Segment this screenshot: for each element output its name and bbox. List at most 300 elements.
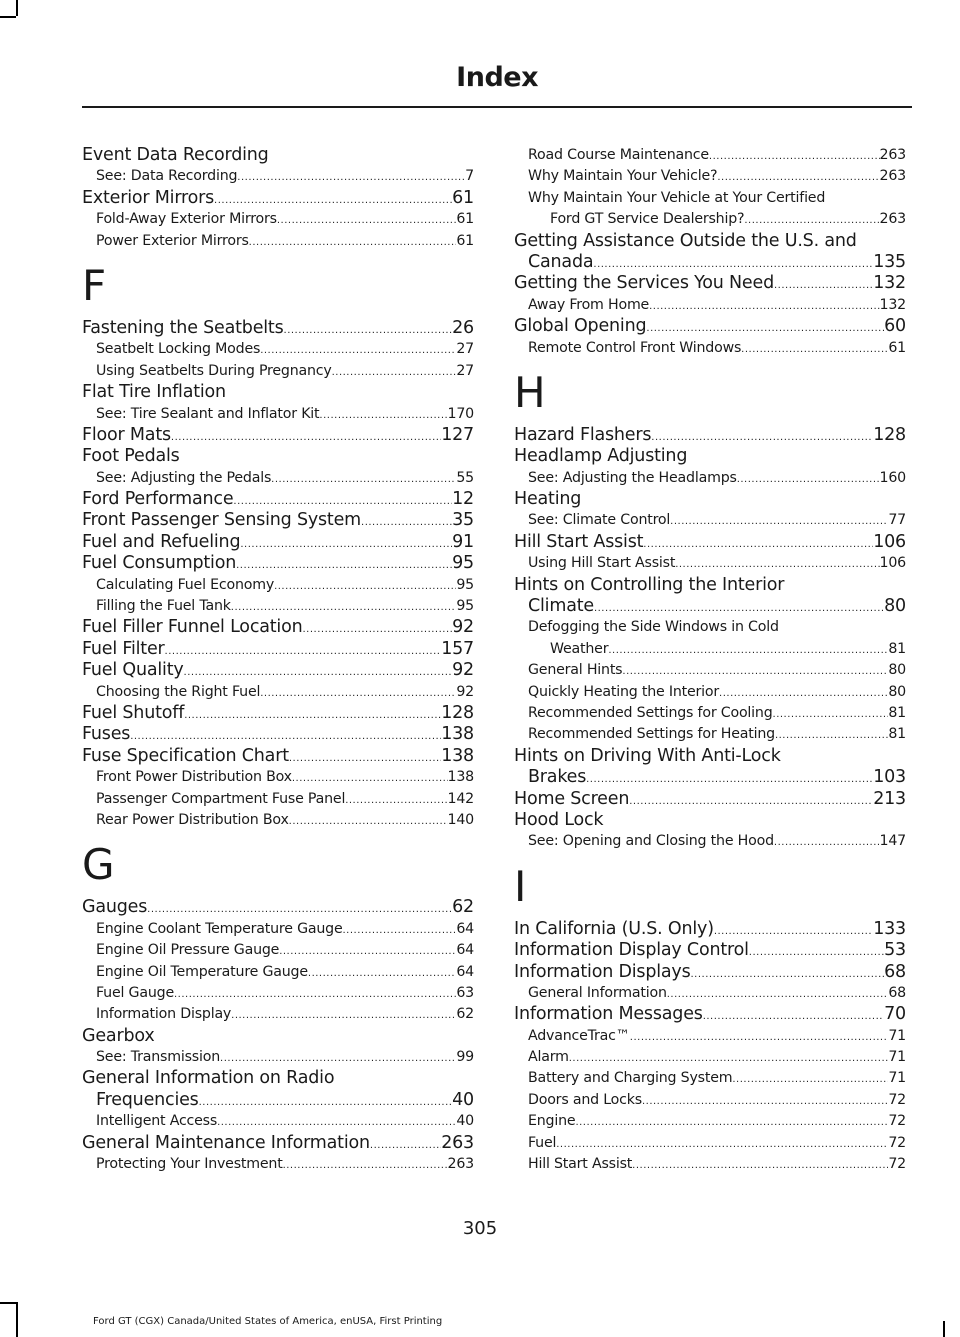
index-entry xyxy=(514,682,906,703)
index-entry xyxy=(82,532,474,553)
index-entry xyxy=(514,1068,906,1089)
entry-page: 53 xyxy=(884,940,906,961)
entry-label: Hill Start Assist xyxy=(514,531,644,552)
index-entry xyxy=(82,1133,474,1154)
entry-page: 71 xyxy=(888,1070,906,1087)
entry-page: 61 xyxy=(456,211,474,228)
entry-label: Choosing the Right Fuel xyxy=(96,683,261,700)
index-entry xyxy=(82,575,474,596)
footer-note: Ford GT (CGX) Canada/United States of America, enUSA, First Printing xyxy=(93,1316,443,1327)
dot-leader xyxy=(319,405,447,426)
dot-leader xyxy=(608,640,888,661)
entry-page: 106 xyxy=(873,531,906,552)
section-letter: I xyxy=(514,861,527,911)
header-rule xyxy=(82,106,912,108)
entry-page: 138 xyxy=(441,745,474,766)
entry-label: Foot Pedals xyxy=(82,446,180,467)
entry-label: Road Course Maintenance xyxy=(528,147,709,163)
index-entry-line: Hints on Driving With Anti-Lock xyxy=(514,745,781,766)
entry-page: 128 xyxy=(441,702,474,723)
index-entry xyxy=(82,596,474,617)
dot-leader xyxy=(249,232,457,253)
index-entry xyxy=(514,489,906,510)
dot-leader xyxy=(717,167,879,188)
dot-leader xyxy=(646,318,884,339)
entry-page: 128 xyxy=(873,424,906,445)
entry-label: Away From Home xyxy=(528,296,650,313)
entry-page: 61 xyxy=(452,187,474,208)
dot-leader xyxy=(289,748,441,769)
index-entry xyxy=(514,468,906,489)
index-entry xyxy=(82,1004,474,1025)
entry-label: Fuel Gauge xyxy=(96,984,174,1001)
index-entry xyxy=(82,382,474,403)
entry-page: 12 xyxy=(452,489,474,510)
dot-leader xyxy=(271,469,456,490)
entry-label: General Maintenance Information xyxy=(82,1132,370,1153)
index-entry xyxy=(82,639,474,660)
crop-mark-top-left-horizontal xyxy=(0,16,16,18)
page-number: 305 xyxy=(462,1218,498,1239)
index-entry xyxy=(514,789,906,810)
index-entry xyxy=(82,703,474,724)
entry-page: 35 xyxy=(452,510,474,531)
dot-leader xyxy=(642,1091,888,1112)
entry-page: 81 xyxy=(888,726,906,743)
dot-leader xyxy=(649,296,879,317)
index-entry xyxy=(82,767,474,788)
index-entry xyxy=(514,510,906,531)
entry-page: 68 xyxy=(884,961,906,982)
dot-leader xyxy=(214,190,452,211)
dot-leader xyxy=(332,362,457,383)
index-entry xyxy=(82,468,474,489)
entry-label: Filling the Fuel Tank xyxy=(96,598,231,615)
entry-label: See: Opening and Closing the Hood xyxy=(528,833,774,850)
entry-label: Ford GT Service Dealership? xyxy=(550,211,745,228)
entry-page: 263 xyxy=(879,168,906,185)
entry-page: 81 xyxy=(888,704,906,721)
entry-label: Information Display xyxy=(96,1006,232,1023)
entry-page: 92 xyxy=(456,683,474,700)
entry-page: 70 xyxy=(884,1004,906,1025)
entry-label: Using Hill Start Assist xyxy=(528,555,676,572)
entry-page: 60 xyxy=(884,316,906,337)
entry-label: Heating xyxy=(514,489,582,510)
index-entry xyxy=(82,188,474,209)
index-entry-line: Hints on Controlling the Interior xyxy=(514,574,785,595)
dot-leader xyxy=(629,791,873,812)
dot-leader xyxy=(174,984,456,1005)
entry-page: 263 xyxy=(447,1156,474,1173)
index-subentry-line: Why Maintain Your Vehicle at Your Certified xyxy=(528,189,826,206)
entry-label: Using Seatbelts During Pregnancy xyxy=(96,362,332,379)
entry-label: Fold-Away Exterior Mirrors xyxy=(96,211,277,228)
entry-page: 135 xyxy=(873,251,906,272)
index-entry xyxy=(82,145,474,166)
dot-leader xyxy=(171,427,441,448)
index-column-left xyxy=(82,145,474,1175)
dot-leader xyxy=(289,811,448,832)
crop-mark-bottom-left-horizontal xyxy=(0,1302,16,1304)
dot-leader xyxy=(586,769,873,790)
entry-page: 62 xyxy=(452,897,474,918)
index-entry xyxy=(82,231,474,252)
dot-leader xyxy=(370,1135,441,1156)
entry-label: Flat Tire Inflation xyxy=(82,382,226,403)
index-entry xyxy=(514,810,906,831)
index-entry xyxy=(82,1154,474,1175)
dot-leader xyxy=(343,920,457,941)
index-entry xyxy=(82,1026,474,1047)
dot-leader xyxy=(303,619,453,640)
index-entry xyxy=(82,660,474,681)
dot-leader xyxy=(719,683,888,704)
index-entry xyxy=(82,510,474,531)
index-entry xyxy=(514,1004,906,1025)
dot-leader xyxy=(749,942,884,963)
entry-page: 133 xyxy=(873,918,906,939)
index-entry xyxy=(514,983,906,1004)
entry-page: 138 xyxy=(447,769,474,786)
index-entry xyxy=(514,1090,906,1111)
entry-label: Calculating Fuel Economy xyxy=(96,576,275,593)
entry-page: 92 xyxy=(452,660,474,681)
index-entry xyxy=(82,209,474,230)
index-entry xyxy=(82,553,474,574)
dot-leader xyxy=(165,641,442,662)
entry-page: 64 xyxy=(456,963,474,980)
index-entry xyxy=(514,1133,906,1154)
index-entry xyxy=(82,897,474,918)
crop-mark-top-left-vertical xyxy=(16,0,18,16)
index-entry xyxy=(82,1047,474,1068)
dot-leader xyxy=(147,899,452,920)
entry-label: Hazard Flashers xyxy=(514,424,652,445)
entry-label: Protecting Your Investment xyxy=(96,1156,283,1173)
entry-label: Doors and Locks xyxy=(528,1091,642,1108)
entry-page: 27 xyxy=(456,341,474,358)
entry-label: Information Display Control xyxy=(514,940,749,961)
entry-page: 61 xyxy=(456,232,474,249)
index-entry xyxy=(514,962,906,983)
entry-page: 26 xyxy=(452,317,474,338)
index-entry xyxy=(514,295,906,316)
index-subentry-line: Defogging the Side Windows in Cold xyxy=(528,619,779,636)
entry-label: Ford Performance xyxy=(82,489,234,510)
dot-leader xyxy=(741,339,888,360)
entry-page: 81 xyxy=(888,640,906,657)
entry-label: Fuel and Refueling xyxy=(82,531,241,552)
entry-page: 160 xyxy=(879,469,906,486)
entry-page: 64 xyxy=(456,920,474,937)
dot-leader xyxy=(774,832,880,853)
index-entry xyxy=(514,596,906,617)
entry-page: 62 xyxy=(456,1006,474,1023)
dot-leader xyxy=(630,1027,889,1048)
entry-label: Gearbox xyxy=(82,1025,155,1046)
entry-label: Information Displays xyxy=(514,961,691,982)
entry-page: 127 xyxy=(441,424,474,445)
index-entry xyxy=(82,810,474,831)
index-entry xyxy=(514,767,906,788)
entry-label: AdvanceTrac™ xyxy=(528,1027,630,1044)
entry-label: General Hints xyxy=(528,662,623,679)
index-entry xyxy=(514,1047,906,1068)
entry-page: 91 xyxy=(452,531,474,552)
index-entry-line: Getting Assistance Outside the U.S. and xyxy=(514,230,857,251)
index-entry xyxy=(514,940,906,961)
index-entry xyxy=(82,489,474,510)
entry-label: Fuses xyxy=(82,724,131,745)
page-title: Index xyxy=(456,62,538,93)
dot-leader xyxy=(575,1112,888,1133)
entry-page: 40 xyxy=(456,1113,474,1130)
dot-leader xyxy=(703,1006,884,1027)
index-entry-line: General Information on Radio xyxy=(82,1068,335,1089)
entry-label: Fuel Shutoff xyxy=(82,702,185,723)
entry-page: 263 xyxy=(441,1132,474,1153)
index-entry xyxy=(514,919,906,940)
dot-leader xyxy=(732,1069,888,1090)
index-entry xyxy=(82,983,474,1004)
dot-leader xyxy=(361,512,452,533)
index-entry xyxy=(514,1111,906,1132)
index-entry xyxy=(82,1090,474,1111)
entry-label: Why Maintain Your Vehicle? xyxy=(528,168,718,185)
entry-label: Recommended Settings for Cooling xyxy=(528,704,773,721)
index-entry xyxy=(514,1154,906,1175)
dot-leader xyxy=(184,705,441,726)
entry-label: In California (U.S. Only) xyxy=(514,918,714,939)
entry-page: 71 xyxy=(888,1049,906,1066)
index-entry xyxy=(514,145,906,166)
dot-leader xyxy=(714,921,873,942)
entry-label: Headlamp Adjusting xyxy=(514,446,688,467)
entry-page: 27 xyxy=(456,362,474,379)
index-entry xyxy=(82,724,474,745)
dot-leader xyxy=(667,984,889,1005)
index-entry xyxy=(514,532,906,553)
entry-page: 170 xyxy=(447,405,474,422)
index-entry xyxy=(514,724,906,745)
section-letter: H xyxy=(514,367,546,417)
index-entry xyxy=(514,252,906,273)
index-entry xyxy=(82,617,474,638)
dot-leader xyxy=(709,146,880,167)
entry-page: 72 xyxy=(888,1113,906,1130)
dot-leader xyxy=(691,964,885,985)
entry-label: Fastening the Seatbelts xyxy=(82,317,284,338)
index-entry xyxy=(82,318,474,339)
entry-label: See: Transmission xyxy=(96,1049,221,1066)
dot-leader xyxy=(569,1048,889,1069)
entry-label: Seatbelt Locking Modes xyxy=(96,341,261,358)
index-entry xyxy=(514,831,906,852)
entry-label: Quickly Heating the Interior xyxy=(528,683,720,700)
entry-page: 103 xyxy=(873,767,906,788)
index-entry xyxy=(82,746,474,767)
index-entry xyxy=(82,425,474,446)
entry-label: Exterior Mirrors xyxy=(82,187,215,208)
dot-leader xyxy=(345,790,447,811)
dot-leader xyxy=(199,1092,453,1113)
dot-leader xyxy=(556,1134,888,1155)
index-entry xyxy=(82,1111,474,1132)
index-entry xyxy=(514,446,906,467)
dot-leader xyxy=(279,941,456,962)
entry-page: 138 xyxy=(441,724,474,745)
entry-label: Alarm xyxy=(528,1049,569,1066)
entry-page: 40 xyxy=(452,1089,474,1110)
entry-label: Power Exterior Mirrors xyxy=(96,232,249,249)
dot-leader xyxy=(231,1005,456,1026)
entry-page: 95 xyxy=(452,553,474,574)
dot-leader xyxy=(233,491,452,512)
entry-label: Recommended Settings for Heating xyxy=(528,726,775,743)
dot-leader xyxy=(737,469,880,490)
entry-label: Information Messages xyxy=(514,1004,703,1025)
entry-page: 99 xyxy=(456,1049,474,1066)
entry-label: Canada xyxy=(528,251,594,272)
dot-leader xyxy=(651,427,873,448)
entry-label: See: Data Recording xyxy=(96,168,238,185)
entry-page: 63 xyxy=(456,984,474,1001)
dot-leader xyxy=(277,210,456,231)
entry-page: 95 xyxy=(456,576,474,593)
entry-page: 140 xyxy=(447,811,474,828)
index-entry xyxy=(514,660,906,681)
entry-page: 80 xyxy=(888,662,906,679)
entry-page: 77 xyxy=(888,512,906,529)
entry-page: 106 xyxy=(879,555,906,572)
entry-label: Front Power Distribution Box xyxy=(96,769,292,786)
entry-label: Brakes xyxy=(528,767,587,788)
dot-leader xyxy=(774,275,873,296)
dot-leader xyxy=(217,1112,456,1133)
entry-page: 263 xyxy=(879,211,906,228)
entry-label: Global Opening xyxy=(514,316,647,337)
dot-leader xyxy=(632,1155,888,1176)
dot-leader xyxy=(231,597,457,618)
entry-page: 147 xyxy=(879,833,906,850)
index-entry xyxy=(514,553,906,574)
dot-leader xyxy=(283,1155,448,1176)
entry-page: 92 xyxy=(452,617,474,638)
entry-label: Passenger Compartment Fuse Panel xyxy=(96,790,346,807)
entry-label: Engine xyxy=(528,1113,576,1130)
entry-label: General Information xyxy=(528,984,667,1001)
entry-page: 95 xyxy=(456,598,474,615)
index-entry xyxy=(82,446,474,467)
dot-leader xyxy=(284,320,453,341)
entry-page: 61 xyxy=(888,339,906,356)
index-entry xyxy=(82,962,474,983)
dot-leader xyxy=(670,511,888,532)
dot-leader xyxy=(308,963,456,984)
entry-label: Floor Mats xyxy=(82,424,171,445)
dot-leader xyxy=(594,598,884,619)
dot-leader xyxy=(593,254,873,275)
entry-label: Event Data Recording xyxy=(82,145,269,165)
index-entry xyxy=(514,703,906,724)
entry-label: Hood Lock xyxy=(514,809,604,830)
dot-leader xyxy=(643,534,873,555)
entry-page: 64 xyxy=(456,942,474,959)
entry-label: Hill Start Assist xyxy=(528,1156,633,1173)
entry-page: 263 xyxy=(879,147,906,163)
entry-page: 55 xyxy=(456,469,474,486)
entry-page: 213 xyxy=(873,788,906,809)
dot-leader xyxy=(622,661,888,682)
dot-leader xyxy=(130,726,441,747)
dot-leader xyxy=(220,1048,456,1069)
section-letter: F xyxy=(82,260,107,310)
entry-label: See: Tire Sealant and Inflator Kit xyxy=(96,405,320,422)
entry-label: Fuel Quality xyxy=(82,660,184,681)
index-entry xyxy=(82,361,474,382)
entry-label: Climate xyxy=(528,596,594,617)
index-entry xyxy=(514,209,906,230)
dot-leader xyxy=(236,555,452,576)
index-entry xyxy=(514,273,906,294)
entry-page: 157 xyxy=(441,638,474,659)
entry-label: Front Passenger Sensing System xyxy=(82,510,362,531)
index-entry xyxy=(82,940,474,961)
entry-label: See: Adjusting the Headlamps xyxy=(528,469,737,486)
dot-leader xyxy=(240,534,452,555)
index-entry xyxy=(514,338,906,359)
entry-page: 80 xyxy=(888,683,906,700)
index-entry xyxy=(82,339,474,360)
entry-page: 68 xyxy=(888,984,906,1001)
entry-label: Getting the Services You Need xyxy=(514,273,774,294)
entry-label: Frequencies xyxy=(96,1089,199,1110)
entry-label: Home Screen xyxy=(514,788,630,809)
entry-page: 132 xyxy=(879,296,906,313)
entry-label: Fuel Consumption xyxy=(82,553,237,574)
index-entry xyxy=(82,919,474,940)
entry-label: Weather xyxy=(550,640,609,657)
crop-mark-bottom-right-vertical xyxy=(943,1321,945,1337)
entry-label: Gauges xyxy=(82,897,148,918)
entry-page: 132 xyxy=(873,273,906,294)
entry-label: Fuel Filter xyxy=(82,638,165,659)
index-entry xyxy=(514,639,906,660)
index-entry xyxy=(514,1026,906,1047)
index-entry xyxy=(514,166,906,187)
entry-page: 72 xyxy=(888,1134,906,1151)
index-entry xyxy=(82,166,474,187)
entry-label: Engine Oil Temperature Gauge xyxy=(96,963,308,980)
index-entry xyxy=(514,316,906,337)
dot-leader xyxy=(292,768,448,789)
entry-page: 71 xyxy=(888,1027,906,1044)
entry-page: 80 xyxy=(884,596,906,617)
index-entry xyxy=(82,404,474,425)
crop-mark-bottom-left-vertical xyxy=(16,1302,18,1337)
index-entry xyxy=(82,682,474,703)
entry-label: Engine Coolant Temperature Gauge xyxy=(96,920,343,937)
entry-label: Battery and Charging System xyxy=(528,1070,733,1087)
index-entry xyxy=(82,789,474,810)
entry-label: Remote Control Front Windows xyxy=(528,339,742,356)
dot-leader xyxy=(775,725,888,746)
entry-label: See: Climate Control xyxy=(528,512,671,529)
dot-leader xyxy=(744,210,879,231)
entry-label: See: Adjusting the Pedals xyxy=(96,469,272,486)
dot-leader xyxy=(274,576,456,597)
